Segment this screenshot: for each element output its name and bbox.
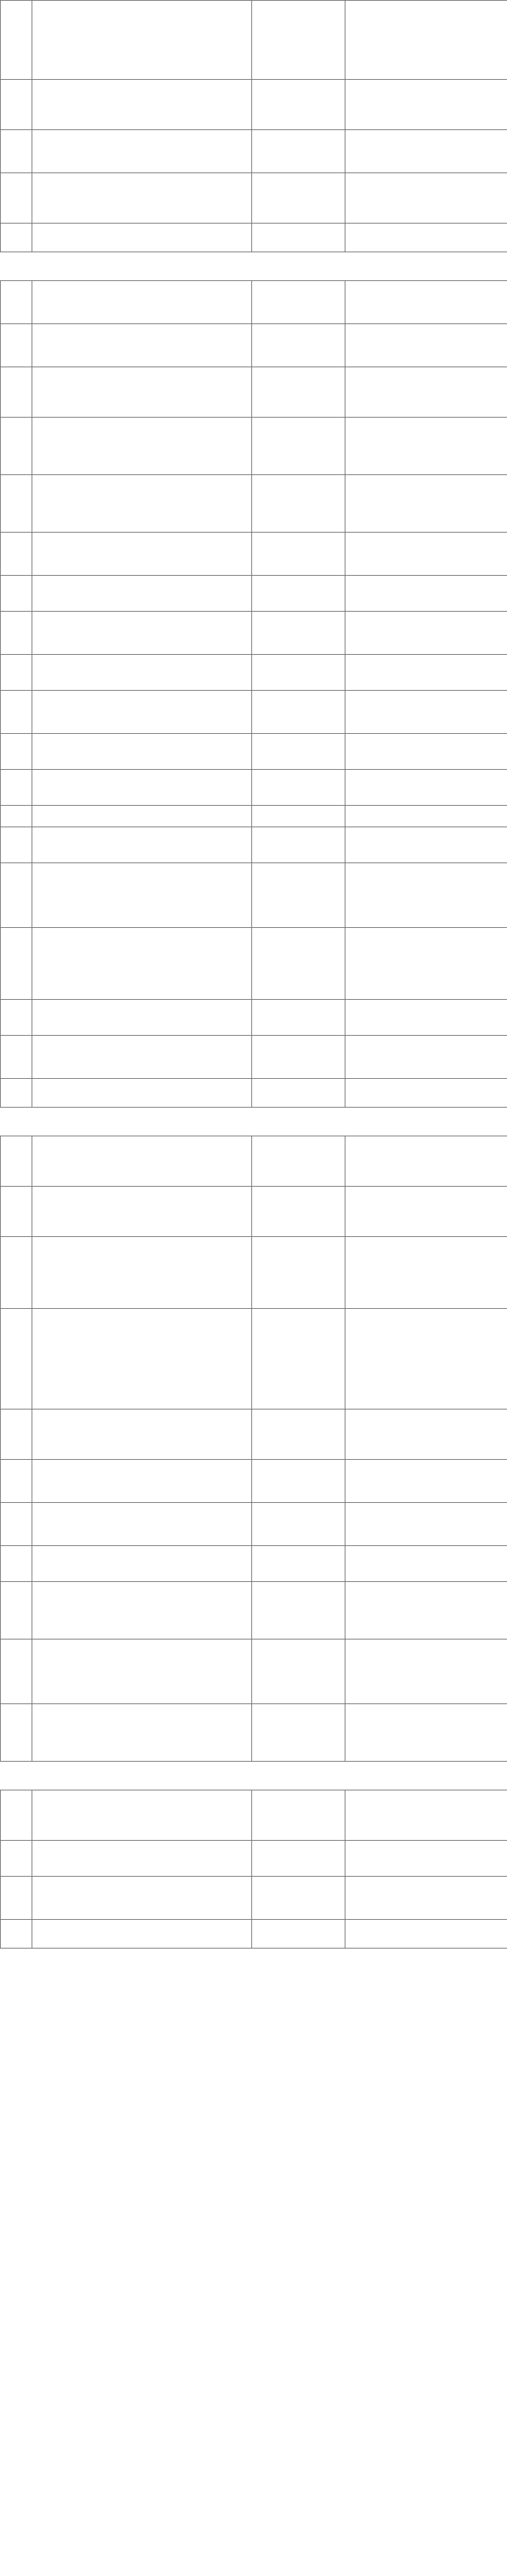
- analysis-cell: [32, 863, 252, 928]
- analyst-cell: [345, 1187, 507, 1237]
- view-cell: [252, 1309, 345, 1409]
- table-row: [1, 612, 507, 655]
- view-cell: [252, 418, 345, 475]
- table-row: [1, 224, 507, 252]
- table-row: [1, 1877, 507, 1920]
- analysis-cell: [32, 1503, 252, 1546]
- table-row: [1, 1639, 507, 1704]
- commodity-name-cell: [1, 533, 32, 576]
- analysis-cell: [32, 1639, 252, 1704]
- analysis-cell: [32, 1309, 252, 1409]
- analyst-cell: [345, 475, 507, 533]
- analyst-cell: [345, 224, 507, 252]
- commodity-name-cell: [1, 928, 32, 1000]
- commodity-name-cell: [1, 1639, 32, 1704]
- commodity-name-cell: [1, 691, 32, 734]
- commodity-name-cell: [1, 1877, 32, 1920]
- analysis-cell: [32, 1460, 252, 1503]
- table-row: [1, 655, 507, 691]
- analyst-cell: [345, 770, 507, 806]
- commodity-name-cell: [1, 1079, 32, 1108]
- commodity-name-cell: [1, 1237, 32, 1309]
- view-cell: [252, 1187, 345, 1237]
- section-gap-cell: [1, 1108, 507, 1136]
- analysis-cell: [32, 1136, 252, 1187]
- section-gap: [1, 1108, 507, 1136]
- analyst-cell: [345, 1000, 507, 1036]
- table-row: [1, 281, 507, 324]
- table-row: [1, 1704, 507, 1762]
- commodity-name-cell: [1, 475, 32, 533]
- analysis-cell: [32, 80, 252, 130]
- commodity-name-cell: [1, 1920, 32, 1949]
- analysis-cell: [32, 1877, 252, 1920]
- view-cell: [252, 1639, 345, 1704]
- view-cell: [252, 367, 345, 418]
- analyst-cell: [345, 1036, 507, 1079]
- analyst-cell: [345, 734, 507, 770]
- commodity-name-cell: [1, 1409, 32, 1460]
- analysis-cell: [32, 418, 252, 475]
- commodity-name-cell: [1, 1546, 32, 1582]
- analysis-cell: [32, 1, 252, 80]
- view-cell: [252, 1079, 345, 1108]
- analyst-cell: [345, 1704, 507, 1762]
- analyst-cell: [345, 827, 507, 863]
- analyst-cell: [345, 576, 507, 612]
- analysis-cell: [32, 576, 252, 612]
- table-row: [1, 770, 507, 806]
- analyst-cell: [345, 1841, 507, 1877]
- analyst-cell: [345, 281, 507, 324]
- commodity-name-cell: [1, 80, 32, 130]
- section-gap: [1, 252, 507, 281]
- commodity-name-cell: [1, 281, 32, 324]
- table-row: [1, 367, 507, 418]
- view-cell: [252, 130, 345, 173]
- commodity-name-cell: [1, 1841, 32, 1877]
- analysis-cell: [32, 691, 252, 734]
- analysis-cell: [32, 130, 252, 173]
- commodity-name-cell: [1, 612, 32, 655]
- table-row: [1, 1503, 507, 1546]
- analyst-cell: [345, 1582, 507, 1639]
- table-row: [1, 80, 507, 130]
- table-row: [1, 806, 507, 827]
- commodity-name-cell: [1, 1187, 32, 1237]
- analyst-cell: [345, 130, 507, 173]
- commodity-name-cell: [1, 173, 32, 224]
- commodity-name-cell: [1, 863, 32, 928]
- analyst-cell: [345, 863, 507, 928]
- view-cell: [252, 770, 345, 806]
- section-gap: [1, 1762, 507, 1790]
- view-cell: [252, 1036, 345, 1079]
- table-row: [1, 827, 507, 863]
- commodity-name-cell: [1, 806, 32, 827]
- view-cell: [252, 224, 345, 252]
- table-row: [1, 173, 507, 224]
- table-row: [1, 1920, 507, 1949]
- view-cell: [252, 324, 345, 367]
- analysis-cell: [32, 324, 252, 367]
- analysis-cell: [32, 281, 252, 324]
- view-cell: [252, 827, 345, 863]
- table-row: [1, 1790, 507, 1841]
- analysis-cell: [32, 1237, 252, 1309]
- commodity-name-cell: [1, 655, 32, 691]
- table-row: [1, 576, 507, 612]
- commodity-name-cell: [1, 1136, 32, 1187]
- view-cell: [252, 1841, 345, 1877]
- view-cell: [252, 475, 345, 533]
- analyst-cell: [345, 612, 507, 655]
- analyst-cell: [345, 1503, 507, 1546]
- commodity-name-cell: [1, 1503, 32, 1546]
- analyst-cell: [345, 1, 507, 80]
- analysis-cell: [32, 1079, 252, 1108]
- analyst-cell: [345, 367, 507, 418]
- view-cell: [252, 1460, 345, 1503]
- table-row: [1, 130, 507, 173]
- analysis-cell: [32, 224, 252, 252]
- analysis-cell: [32, 367, 252, 418]
- view-cell: [252, 612, 345, 655]
- analyst-cell: [345, 1460, 507, 1503]
- analyst-cell: [345, 324, 507, 367]
- analyst-cell: [345, 655, 507, 691]
- analysis-cell: [32, 770, 252, 806]
- analyst-cell: [345, 928, 507, 1000]
- table-row: [1, 475, 507, 533]
- table-row: [1, 533, 507, 576]
- commodity-table-body: [1, 1, 507, 1949]
- analyst-cell: [345, 806, 507, 827]
- commodity-name-cell: [1, 224, 32, 252]
- table-row: [1, 1000, 507, 1036]
- view-cell: [252, 533, 345, 576]
- commodity-name-cell: [1, 1790, 32, 1841]
- analyst-cell: [345, 533, 507, 576]
- table-row: [1, 1582, 507, 1639]
- analysis-cell: [32, 1546, 252, 1582]
- analysis-cell: [32, 734, 252, 770]
- analyst-cell: [345, 1079, 507, 1108]
- view-cell: [252, 1704, 345, 1762]
- view-cell: [252, 80, 345, 130]
- analysis-cell: [32, 655, 252, 691]
- analyst-cell: [345, 173, 507, 224]
- table-row: [1, 418, 507, 475]
- analyst-cell: [345, 1877, 507, 1920]
- analyst-cell: [345, 1546, 507, 1582]
- view-cell: [252, 1546, 345, 1582]
- analysis-cell: [32, 533, 252, 576]
- analyst-cell: [345, 1237, 507, 1309]
- view-cell: [252, 1877, 345, 1920]
- commodity-name-cell: [1, 1460, 32, 1503]
- commodity-name-cell: [1, 324, 32, 367]
- view-cell: [252, 576, 345, 612]
- view-cell: [252, 1503, 345, 1546]
- commodity-name-cell: [1, 367, 32, 418]
- analyst-cell: [345, 418, 507, 475]
- table-row: [1, 1841, 507, 1877]
- commodity-name-cell: [1, 827, 32, 863]
- analysis-cell: [32, 1409, 252, 1460]
- view-cell: [252, 1409, 345, 1460]
- table-row: [1, 1, 507, 80]
- view-cell: [252, 734, 345, 770]
- table-row: [1, 691, 507, 734]
- view-cell: [252, 1136, 345, 1187]
- table-row: [1, 1136, 507, 1187]
- view-cell: [252, 281, 345, 324]
- commodity-name-cell: [1, 734, 32, 770]
- view-cell: [252, 1, 345, 80]
- analysis-cell: [32, 1704, 252, 1762]
- view-cell: [252, 655, 345, 691]
- view-cell: [252, 806, 345, 827]
- analysis-cell: [32, 827, 252, 863]
- commodity-name-cell: [1, 1, 32, 80]
- table-row: [1, 1187, 507, 1237]
- analysis-cell: [32, 1582, 252, 1639]
- section-gap-cell: [1, 252, 507, 281]
- table-row: [1, 928, 507, 1000]
- commodity-name-cell: [1, 576, 32, 612]
- table-row: [1, 863, 507, 928]
- analysis-cell: [32, 173, 252, 224]
- analyst-cell: [345, 1639, 507, 1704]
- analyst-cell: [345, 1790, 507, 1841]
- view-cell: [252, 1920, 345, 1949]
- table-row: [1, 1237, 507, 1309]
- analyst-cell: [345, 1920, 507, 1949]
- view-cell: [252, 1000, 345, 1036]
- analysis-cell: [32, 1036, 252, 1079]
- analyst-cell: [345, 691, 507, 734]
- view-cell: [252, 1582, 345, 1639]
- analysis-cell: [32, 1000, 252, 1036]
- table-row: [1, 734, 507, 770]
- commodity-name-cell: [1, 1000, 32, 1036]
- view-cell: [252, 173, 345, 224]
- table-row: [1, 1546, 507, 1582]
- analysis-cell: [32, 1841, 252, 1877]
- view-cell: [252, 928, 345, 1000]
- analysis-cell: [32, 475, 252, 533]
- analysis-cell: [32, 928, 252, 1000]
- table-row: [1, 1309, 507, 1409]
- analysis-cell: [32, 806, 252, 827]
- analysis-cell: [32, 1790, 252, 1841]
- table-row: [1, 1460, 507, 1503]
- analysis-cell: [32, 612, 252, 655]
- view-cell: [252, 1237, 345, 1309]
- table-row: [1, 1036, 507, 1079]
- analysis-cell: [32, 1920, 252, 1949]
- table-row: [1, 1409, 507, 1460]
- analyst-cell: [345, 1309, 507, 1409]
- table-row: [1, 1079, 507, 1108]
- section-gap-cell: [1, 1762, 507, 1790]
- commodity-name-cell: [1, 770, 32, 806]
- view-cell: [252, 1790, 345, 1841]
- commodity-name-cell: [1, 130, 32, 173]
- commodity-name-cell: [1, 1582, 32, 1639]
- commodity-name-cell: [1, 418, 32, 475]
- analysis-cell: [32, 1187, 252, 1237]
- analyst-cell: [345, 1409, 507, 1460]
- analyst-cell: [345, 80, 507, 130]
- analyst-cell: [345, 1136, 507, 1187]
- table-row: [1, 324, 507, 367]
- view-cell: [252, 691, 345, 734]
- commodity-name-cell: [1, 1036, 32, 1079]
- commodity-name-cell: [1, 1704, 32, 1762]
- commodity-name-cell: [1, 1309, 32, 1409]
- view-cell: [252, 863, 345, 928]
